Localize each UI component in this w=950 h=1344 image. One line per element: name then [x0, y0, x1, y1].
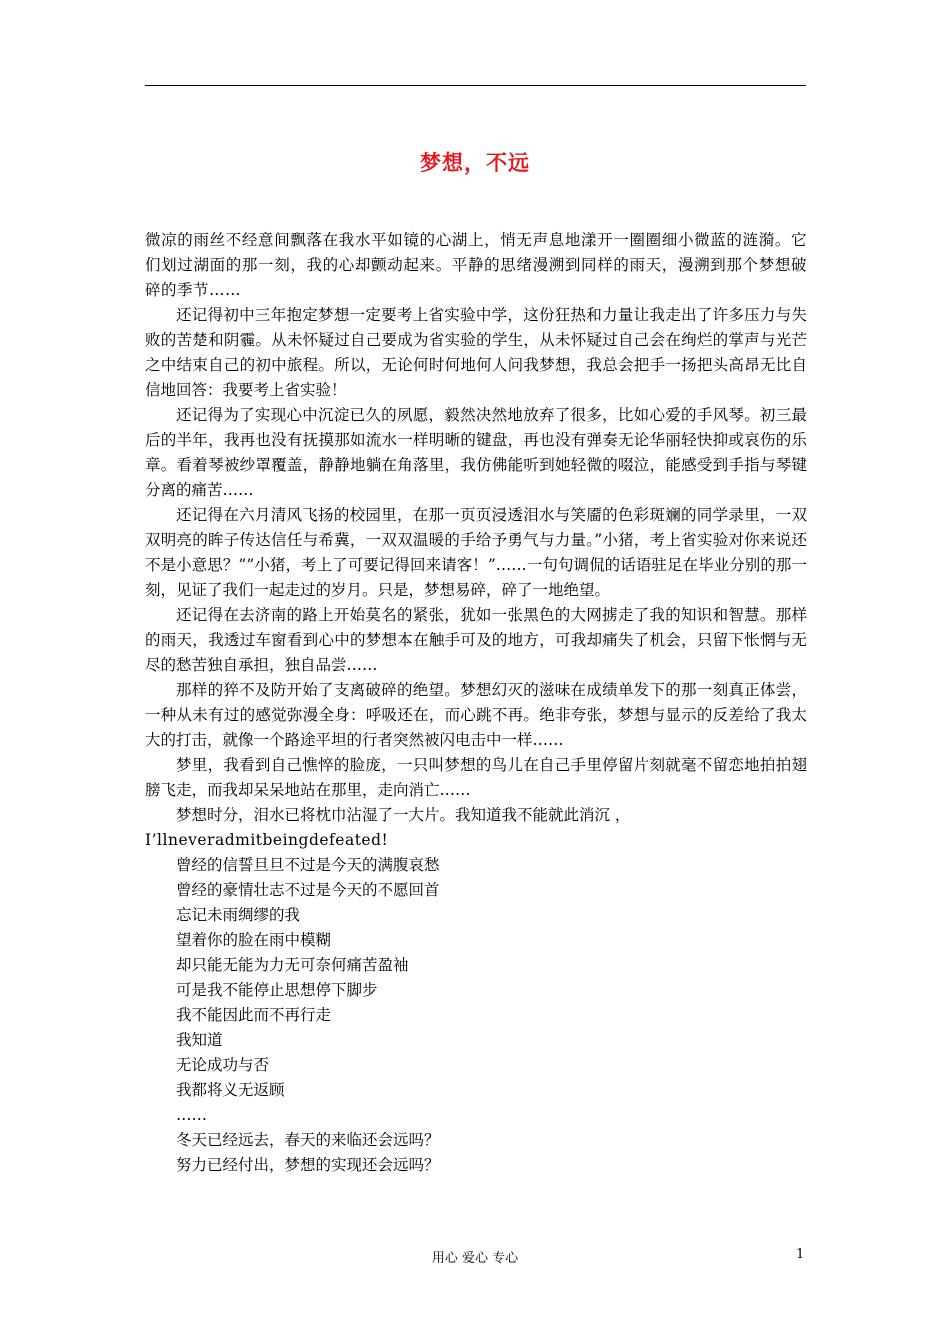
- paragraph-5: 还记得在去济南的路上开始莫名的紧张，犹如一张黑色的大网掳走了我的知识和智慧。那样的雨天，我透过车窗看到心中的梦想本在触手可及的地方，可我却痛失了机会，只留下怅惘与无尽的愁苦独自承担，独自品尝……: [145, 606, 807, 674]
- english-line: I’llneveradmitbeingdefeated!: [145, 831, 389, 849]
- verse-line-8: 我知道: [176, 1031, 223, 1049]
- document-title: 梦想，不远: [420, 151, 530, 175]
- header-rule: [145, 85, 806, 86]
- page-number: 1: [796, 1247, 805, 1262]
- verse-line-5: 却只能无能为力无可奈何痛苦盈袖: [176, 956, 409, 974]
- paragraph-1: 微凉的雨丝不经意间飘落在我水平如镜的心湖上，悄无声息地漾开一圈圈细小微蓝的涟漪。它们划过湖面的那一刻，我的心却颤动起来。平静的思绪漫溯到同样的雨天，漫溯到那个梦想破碎的季节……: [145, 231, 807, 299]
- verse-line-4: 望着你的脸在雨中模糊: [176, 931, 332, 949]
- verse-line-9: 无论成功与否: [176, 1056, 270, 1074]
- page-footer: 用心 爱心 专心: [431, 1251, 519, 1266]
- paragraph-8: 梦想时分，泪水已将枕巾沾湿了一大片。我知道我不能就此消沉 ，: [176, 806, 631, 824]
- document-body: [145, 228, 807, 1178]
- verse-line-7: 我不能因此而不再行走: [176, 1006, 332, 1024]
- verse-line-13: 努力已经付出，梦想的实现还会远吗？: [176, 1156, 440, 1174]
- paragraph-3: 还记得为了实现心中沉淀已久的夙愿，毅然决然地放弃了很多，比如心爱的手风琴。初三最后的半年，我再也没有抚摸那如流水一样明晰的键盘，再也没有弹奏无论华丽轻快抑或哀伤的乐章。看着琴被纱罩覆盖，静静地躺在角落里，我仿佛能听到她轻微的啜泣，能感受到手指与琴键分离的痛苦……: [145, 406, 807, 499]
- paragraph-7: 梦里，我看到自己憔悴的脸庞，一只叫梦想的鸟儿在自己手里停留片刻就毫不留恋地拍拍翅膀飞走，而我却呆呆地站在那里，走向消亡……: [145, 756, 807, 799]
- verse-line-3: 忘记未雨绸缪的我: [176, 906, 301, 924]
- verse-line-1: 曾经的信誓旦旦不过是今天的满腹哀愁: [176, 856, 440, 874]
- verse-line-6: 可是我不能停止思想停下脚步: [176, 981, 378, 999]
- verse-line-12: 冬天已经远去，春天的来临还会远吗？: [176, 1131, 440, 1149]
- paragraph-2: 还记得初中三年抱定梦想一定要考上省实验中学，这份狂热和力量让我走出了许多压力与失败的苦楚和阴霾。从未怀疑过自己要成为省实验的学生，从未怀疑过自己会在绚烂的掌声与光芒之中结束自己的初中旅程。所以，无论何时何地何人问我梦想，我总会把手一扬把头高昂无比自信地回答：我要考上省实验！: [145, 306, 807, 399]
- verse-line-11: ……: [176, 1106, 207, 1124]
- paragraph-6: 那样的猝不及防开始了支离破碎的绝望。梦想幻灭的滋味在成绩单发下的那一刻真正体尝，一种从未有过的感觉弥漫全身：呼吸还在，而心跳不再。绝非夸张，梦想与显示的反差给了我太大的打击，就像一个路途平坦的行者突然被闪电击中一样……: [145, 681, 807, 749]
- verse-line-10: 我都将义无返顾: [176, 1081, 285, 1099]
- verse-line-2: 曾经的豪情壮志不过是今天的不愿回首: [176, 881, 440, 899]
- paragraph-4: 还记得在六月清风飞扬的校园里，在那一页页浸透泪水与笑靥的色彩斑斓的同学录里，一双双明亮的眸子传达信任与希冀，一双双温暖的手给予勇气与力量。”小猪，考上省实验对你来说还不是小意思？””小猪，考上了可要记得回来请客！”……一句句调侃的话语驻足在毕业分别的那一刻，见证了我们一起走过的岁月。只是，梦想易碎，碎了一地绝望。: [145, 506, 807, 599]
